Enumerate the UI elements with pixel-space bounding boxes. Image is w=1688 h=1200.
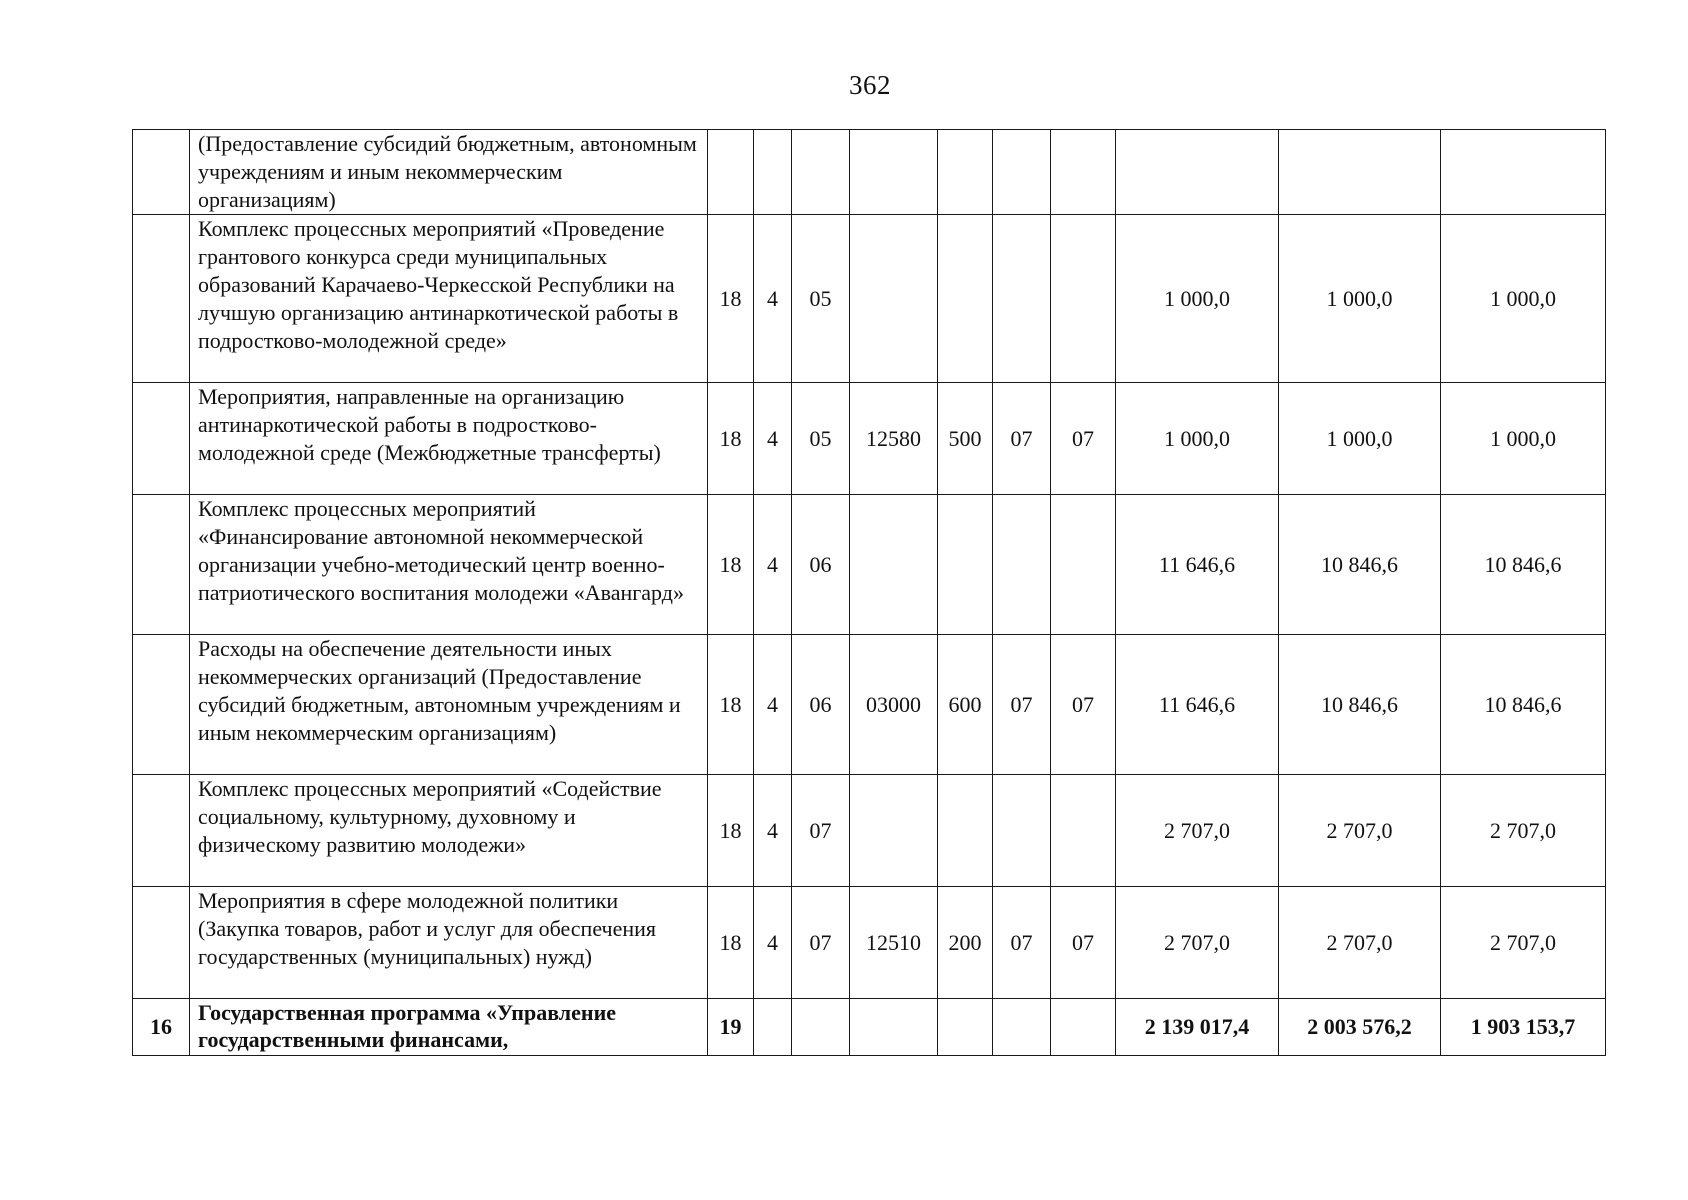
amount-year2-cell: 10 846,6	[1279, 635, 1441, 775]
table-row	[133, 999, 1606, 1056]
amount-year3-cell	[1441, 130, 1606, 215]
amount-year1-cell: 11 646,6	[1116, 635, 1279, 775]
amount-year3-cell: 10 846,6	[1441, 635, 1606, 775]
subsection-cell	[1051, 130, 1116, 215]
expense-type-cell	[938, 130, 993, 215]
amount-year1-cell: 2 707,0	[1116, 775, 1279, 887]
expense-type-cell: 200	[938, 887, 993, 999]
program-type-cell: 4	[754, 887, 792, 999]
direction-code-cell: 03000	[850, 635, 938, 775]
item-name-cell: Комплекс процессных мероприятий «Проведение грантового конкурса среди муниципальных образований Карачаево-Черкесской Республики на лучшую организацию антинаркотической работы в подростково-молодежной среде»	[190, 215, 708, 383]
section-cell: 07	[993, 635, 1051, 775]
amount-year2-cell	[1279, 130, 1441, 215]
row-number-cell	[133, 635, 190, 775]
direction-code-cell	[850, 999, 938, 1056]
table-row	[133, 215, 1606, 383]
expense-type-cell: 500	[938, 383, 993, 495]
item-name-cell: Комплекс процессных мероприятий «Финансирование автономной некоммерческой организации учебно-методический центр военно-патриотического воспитания молодежи «Авангард»	[190, 495, 708, 635]
amount-year3-cell: 1 903 153,7	[1441, 999, 1606, 1056]
row-number-cell	[133, 130, 190, 215]
amount-year1-cell: 2 139 017,4	[1116, 999, 1279, 1056]
section-cell: 07	[993, 383, 1051, 495]
subsection-cell	[1051, 215, 1116, 383]
amount-year2-cell: 2 003 576,2	[1279, 999, 1441, 1056]
section-cell	[993, 999, 1051, 1056]
subsection-cell	[1051, 999, 1116, 1056]
section-cell	[993, 215, 1051, 383]
page-number: 362	[849, 70, 891, 100]
program-type-cell: 4	[754, 635, 792, 775]
table-row	[133, 887, 1606, 999]
row-number-cell	[133, 495, 190, 635]
ministry-code-cell: 19	[708, 999, 754, 1056]
program-type-cell	[754, 130, 792, 215]
item-name-cell: Мероприятия в сфере молодежной политики (Закупка товаров, работ и услуг для обеспечения государственных (муниципальных) нужд)	[190, 887, 708, 999]
item-name-cell: (Предоставление субсидий бюджетным, автономным учреждениям и иным некоммерческим организациям)	[190, 130, 708, 215]
ministry-code-cell: 18	[708, 215, 754, 383]
item-name-cell: Комплекс процессных мероприятий «Содействие социальному, культурному, духовному и физическому развитию молодежи»	[190, 775, 708, 887]
row-number-cell	[133, 887, 190, 999]
amount-year1-cell: 1 000,0	[1116, 383, 1279, 495]
amount-year3-cell: 1 000,0	[1441, 383, 1606, 495]
subprogram-code-cell: 06	[792, 495, 850, 635]
subprogram-code-cell: 07	[792, 887, 850, 999]
subsection-cell: 07	[1051, 887, 1116, 999]
table-row	[133, 495, 1606, 635]
program-type-cell: 4	[754, 383, 792, 495]
subprogram-code-cell	[792, 130, 850, 215]
ministry-code-cell: 18	[708, 887, 754, 999]
subsection-cell	[1051, 775, 1116, 887]
amount-year1-cell: 1 000,0	[1116, 215, 1279, 383]
subprogram-code-cell: 05	[792, 215, 850, 383]
subprogram-code-cell: 06	[792, 635, 850, 775]
program-type-cell	[754, 999, 792, 1056]
row-number-cell	[133, 215, 190, 383]
amount-year2-cell: 2 707,0	[1279, 775, 1441, 887]
subsection-cell: 07	[1051, 635, 1116, 775]
ministry-code-cell: 18	[708, 495, 754, 635]
table-row	[133, 383, 1606, 495]
amount-year2-cell: 1 000,0	[1279, 383, 1441, 495]
budget-table	[132, 129, 1606, 1056]
table-row	[133, 775, 1606, 887]
program-type-cell: 4	[754, 215, 792, 383]
amount-year2-cell: 1 000,0	[1279, 215, 1441, 383]
item-name-cell: Расходы на обеспечение деятельности иных некоммерческих организаций (Предоставление субсидий бюджетным, автономным учреждениям и иным некоммерческим организациям)	[190, 635, 708, 775]
table-row	[133, 130, 1606, 215]
row-number-cell	[133, 383, 190, 495]
subprogram-code-cell	[792, 999, 850, 1056]
expense-type-cell	[938, 495, 993, 635]
amount-year2-cell: 2 707,0	[1279, 887, 1441, 999]
ministry-code-cell: 18	[708, 775, 754, 887]
amount-year1-cell: 11 646,6	[1116, 495, 1279, 635]
amount-year1-cell: 2 707,0	[1116, 887, 1279, 999]
program-type-cell: 4	[754, 495, 792, 635]
amount-year3-cell: 10 846,6	[1441, 495, 1606, 635]
direction-code-cell	[850, 215, 938, 383]
amount-year1-cell	[1116, 130, 1279, 215]
subsection-cell	[1051, 495, 1116, 635]
row-number-cell: 16	[133, 999, 190, 1056]
program-type-cell: 4	[754, 775, 792, 887]
expense-type-cell: 600	[938, 635, 993, 775]
table-row	[133, 635, 1606, 775]
direction-code-cell	[850, 775, 938, 887]
subprogram-code-cell: 07	[792, 775, 850, 887]
section-cell: 07	[993, 887, 1051, 999]
item-name-cell: Мероприятия, направленные на организацию антинаркотической работы в подростково-молодежной среде (Межбюджетные трансферты)	[190, 383, 708, 495]
expense-type-cell	[938, 999, 993, 1056]
item-name-cell: Государственная программа «Управление государственными финансами,	[190, 999, 708, 1056]
row-number-cell	[133, 775, 190, 887]
direction-code-cell	[850, 495, 938, 635]
amount-year2-cell: 10 846,6	[1279, 495, 1441, 635]
amount-year3-cell: 2 707,0	[1441, 887, 1606, 999]
section-cell	[993, 495, 1051, 635]
ministry-code-cell: 18	[708, 635, 754, 775]
section-cell	[993, 775, 1051, 887]
amount-year3-cell: 2 707,0	[1441, 775, 1606, 887]
direction-code-cell: 12580	[850, 383, 938, 495]
section-cell	[993, 130, 1051, 215]
expense-type-cell	[938, 775, 993, 887]
expense-type-cell	[938, 215, 993, 383]
ministry-code-cell	[708, 130, 754, 215]
ministry-code-cell: 18	[708, 383, 754, 495]
subsection-cell: 07	[1051, 383, 1116, 495]
direction-code-cell	[850, 130, 938, 215]
amount-year3-cell: 1 000,0	[1441, 215, 1606, 383]
direction-code-cell: 12510	[850, 887, 938, 999]
subprogram-code-cell: 05	[792, 383, 850, 495]
